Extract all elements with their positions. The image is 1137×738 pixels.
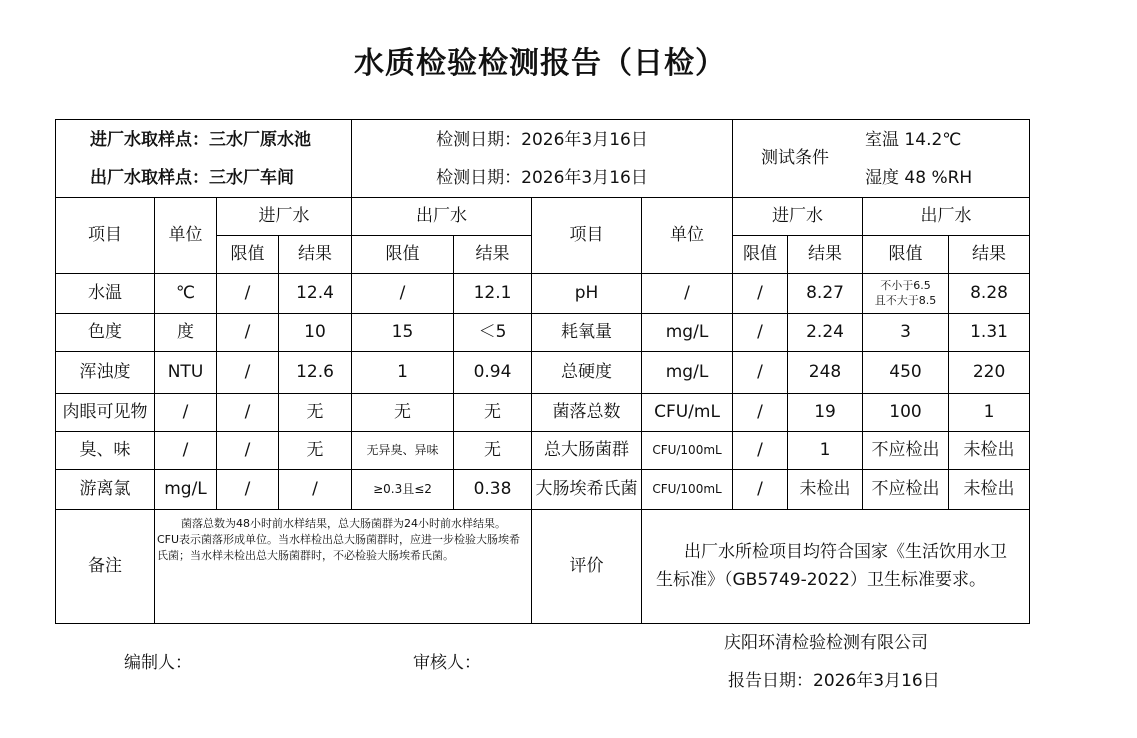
evaluation-text bbox=[642, 510, 1030, 624]
outlet-limit: 15 bbox=[352, 314, 454, 352]
item-unit: / bbox=[155, 432, 217, 470]
inlet-sampling-value: 三水厂原水池 bbox=[209, 129, 311, 150]
inlet-result: 248 bbox=[788, 352, 863, 394]
evaluation-label: 评价 bbox=[532, 510, 642, 624]
outlet-limit bbox=[863, 274, 949, 314]
outlet-result: 1.31 bbox=[949, 314, 1030, 352]
notes-text bbox=[155, 510, 532, 624]
report-date: 报告日期：2026年3月16日 bbox=[728, 671, 940, 691]
col-unit: 单位 bbox=[155, 198, 217, 274]
table-row bbox=[56, 352, 1030, 394]
notes-label: 备注 bbox=[56, 510, 155, 624]
notes-text-content: 菌落总数为48小时前水样结果，总大肠菌群为24小时前水样结果。CFU表示菌落形成单位。当水样检出总大肠菌群时，应进一步检验大肠埃希氏菌；当水样未检出总大肠菌群时，不必检验大肠埃希氏菌。 bbox=[157, 517, 521, 562]
inlet-limit: / bbox=[217, 314, 279, 352]
item-unit: mg/L bbox=[642, 314, 733, 352]
col-outlet-right: 出厂水 bbox=[863, 198, 1030, 236]
outlet-limit: 100 bbox=[863, 394, 949, 432]
inlet-result: 12.4 bbox=[279, 274, 352, 314]
outlet-limit: 不应检出 bbox=[863, 432, 949, 470]
col-inlet-result-right: 结果 bbox=[788, 236, 863, 274]
col-outlet-limit: 限值 bbox=[352, 236, 454, 274]
inlet-limit: / bbox=[733, 352, 788, 394]
item-name: 总硬度 bbox=[532, 352, 642, 394]
inlet-result: 2.24 bbox=[788, 314, 863, 352]
outlet-limit: 无异臭、异味 bbox=[352, 432, 454, 470]
outlet-limit-line-1: 不小于6.5 bbox=[880, 279, 931, 293]
col-inlet-limit: 限值 bbox=[217, 236, 279, 274]
item-unit: CFU/mL bbox=[642, 394, 733, 432]
outlet-result: 无 bbox=[454, 432, 532, 470]
column-header-row bbox=[56, 198, 1030, 236]
item-unit: CFU/100mL bbox=[642, 432, 733, 470]
report-table bbox=[55, 119, 1030, 624]
col-outlet-result: 结果 bbox=[454, 236, 532, 274]
col-inlet-result: 结果 bbox=[279, 236, 352, 274]
item-unit: 度 bbox=[155, 314, 217, 352]
inlet-limit: / bbox=[733, 314, 788, 352]
inlet-result: / bbox=[279, 470, 352, 510]
col-outlet-result-right: 结果 bbox=[949, 236, 1030, 274]
inlet-result: 8.27 bbox=[788, 274, 863, 314]
item-name: 浑浊度 bbox=[56, 352, 155, 394]
evaluation-text-content: 出厂水所检项目均符合国家《生活饮用水卫生标准》（GB5749-2022）卫生标准要求。 bbox=[656, 542, 1007, 590]
col-inlet-limit-right: 限值 bbox=[733, 236, 788, 274]
inlet-result: 无 bbox=[279, 394, 352, 432]
item-name: 大肠埃希氏菌 bbox=[532, 470, 642, 510]
outlet-sampling-value: 三水厂车间 bbox=[209, 167, 294, 188]
outlet-result: 220 bbox=[949, 352, 1030, 394]
inlet-limit: / bbox=[733, 274, 788, 314]
item-unit: mg/L bbox=[642, 352, 733, 394]
item-unit: / bbox=[642, 274, 733, 314]
outlet-limit: 无 bbox=[352, 394, 454, 432]
inlet-limit: / bbox=[217, 432, 279, 470]
item-name: 耗氧量 bbox=[532, 314, 642, 352]
outlet-result: 无 bbox=[454, 394, 532, 432]
table-row bbox=[56, 274, 1030, 314]
item-name: 总大肠菌群 bbox=[532, 432, 642, 470]
inlet-result: 1 bbox=[788, 432, 863, 470]
inlet-result: 19 bbox=[788, 394, 863, 432]
outlet-limit: 450 bbox=[863, 352, 949, 394]
inlet-limit: / bbox=[733, 394, 788, 432]
inlet-test-date: 检测日期：2026年3月16日 bbox=[436, 129, 648, 150]
inlet-limit: / bbox=[217, 470, 279, 510]
outlet-limit: ≥0.3且≤2 bbox=[352, 470, 454, 510]
outlet-limit: 不应检出 bbox=[863, 470, 949, 510]
test-conditions-label: 测试条件 bbox=[761, 147, 830, 168]
inlet-limit: / bbox=[733, 470, 788, 510]
outlet-result: 8.28 bbox=[949, 274, 1030, 314]
outlet-limit: 3 bbox=[863, 314, 949, 352]
item-unit: NTU bbox=[155, 352, 217, 394]
humidity: 湿度 48 %RH bbox=[865, 167, 973, 188]
col-unit-right: 单位 bbox=[642, 198, 733, 274]
item-name: 游离氯 bbox=[56, 470, 155, 510]
item-name: 水温 bbox=[56, 274, 155, 314]
outlet-limit: / bbox=[352, 274, 454, 314]
item-unit: / bbox=[155, 394, 217, 432]
compiler-label: 编制人： bbox=[124, 653, 192, 673]
outlet-result: ＜5 bbox=[454, 314, 532, 352]
sampling-points bbox=[56, 120, 352, 198]
item-name: pH bbox=[532, 274, 642, 314]
outlet-test-date: 检测日期：2026年3月16日 bbox=[436, 167, 648, 188]
item-name: 肉眼可见物 bbox=[56, 394, 155, 432]
col-outlet-limit-right: 限值 bbox=[863, 236, 949, 274]
col-outlet: 出厂水 bbox=[352, 198, 532, 236]
item-unit: ℃ bbox=[155, 274, 217, 314]
company-name: 庆阳环清检验检测有限公司 bbox=[724, 633, 928, 653]
col-inlet-right: 进厂水 bbox=[733, 198, 863, 236]
test-dates bbox=[352, 120, 733, 198]
outlet-result: 12.1 bbox=[454, 274, 532, 314]
outlet-result: 1 bbox=[949, 394, 1030, 432]
test-conditions bbox=[733, 120, 1030, 198]
inlet-limit: / bbox=[217, 274, 279, 314]
inlet-limit: / bbox=[733, 432, 788, 470]
outlet-result: 未检出 bbox=[949, 470, 1030, 510]
reviewer-label: 审核人： bbox=[413, 653, 481, 673]
outlet-result: 0.38 bbox=[454, 470, 532, 510]
inlet-limit: / bbox=[217, 352, 279, 394]
table-row bbox=[56, 432, 1030, 470]
table-row bbox=[56, 470, 1030, 510]
outlet-sampling-point bbox=[90, 159, 351, 197]
outlet-result: 未检出 bbox=[949, 432, 1030, 470]
inlet-limit: / bbox=[217, 394, 279, 432]
inlet-sampling-point bbox=[90, 121, 351, 159]
inlet-result: 无 bbox=[279, 432, 352, 470]
inlet-result: 未检出 bbox=[788, 470, 863, 510]
item-name: 臭、味 bbox=[56, 432, 155, 470]
item-unit: CFU/100mL bbox=[642, 470, 733, 510]
item-name: 色度 bbox=[56, 314, 155, 352]
report-title: 水质检验检测报告（日检） bbox=[354, 46, 726, 81]
outlet-limit: 1 bbox=[352, 352, 454, 394]
inlet-result: 10 bbox=[279, 314, 352, 352]
outlet-result: 0.94 bbox=[454, 352, 532, 394]
col-item: 项目 bbox=[56, 198, 155, 274]
header-info-row bbox=[56, 120, 1030, 198]
inlet-sampling-label: 进厂水取样点： bbox=[90, 129, 209, 150]
table-row bbox=[56, 394, 1030, 432]
notes-evaluation-row bbox=[56, 510, 1030, 624]
room-temperature: 室温 14.2℃ bbox=[865, 129, 962, 150]
col-inlet: 进厂水 bbox=[217, 198, 352, 236]
item-name: 菌落总数 bbox=[532, 394, 642, 432]
outlet-sampling-label: 出厂水取样点： bbox=[90, 167, 209, 188]
item-unit: mg/L bbox=[155, 470, 217, 510]
inlet-result: 12.6 bbox=[279, 352, 352, 394]
col-item-right: 项目 bbox=[532, 198, 642, 274]
outlet-limit-line-2: 且不大于8.5 bbox=[874, 293, 937, 307]
table-row bbox=[56, 314, 1030, 352]
